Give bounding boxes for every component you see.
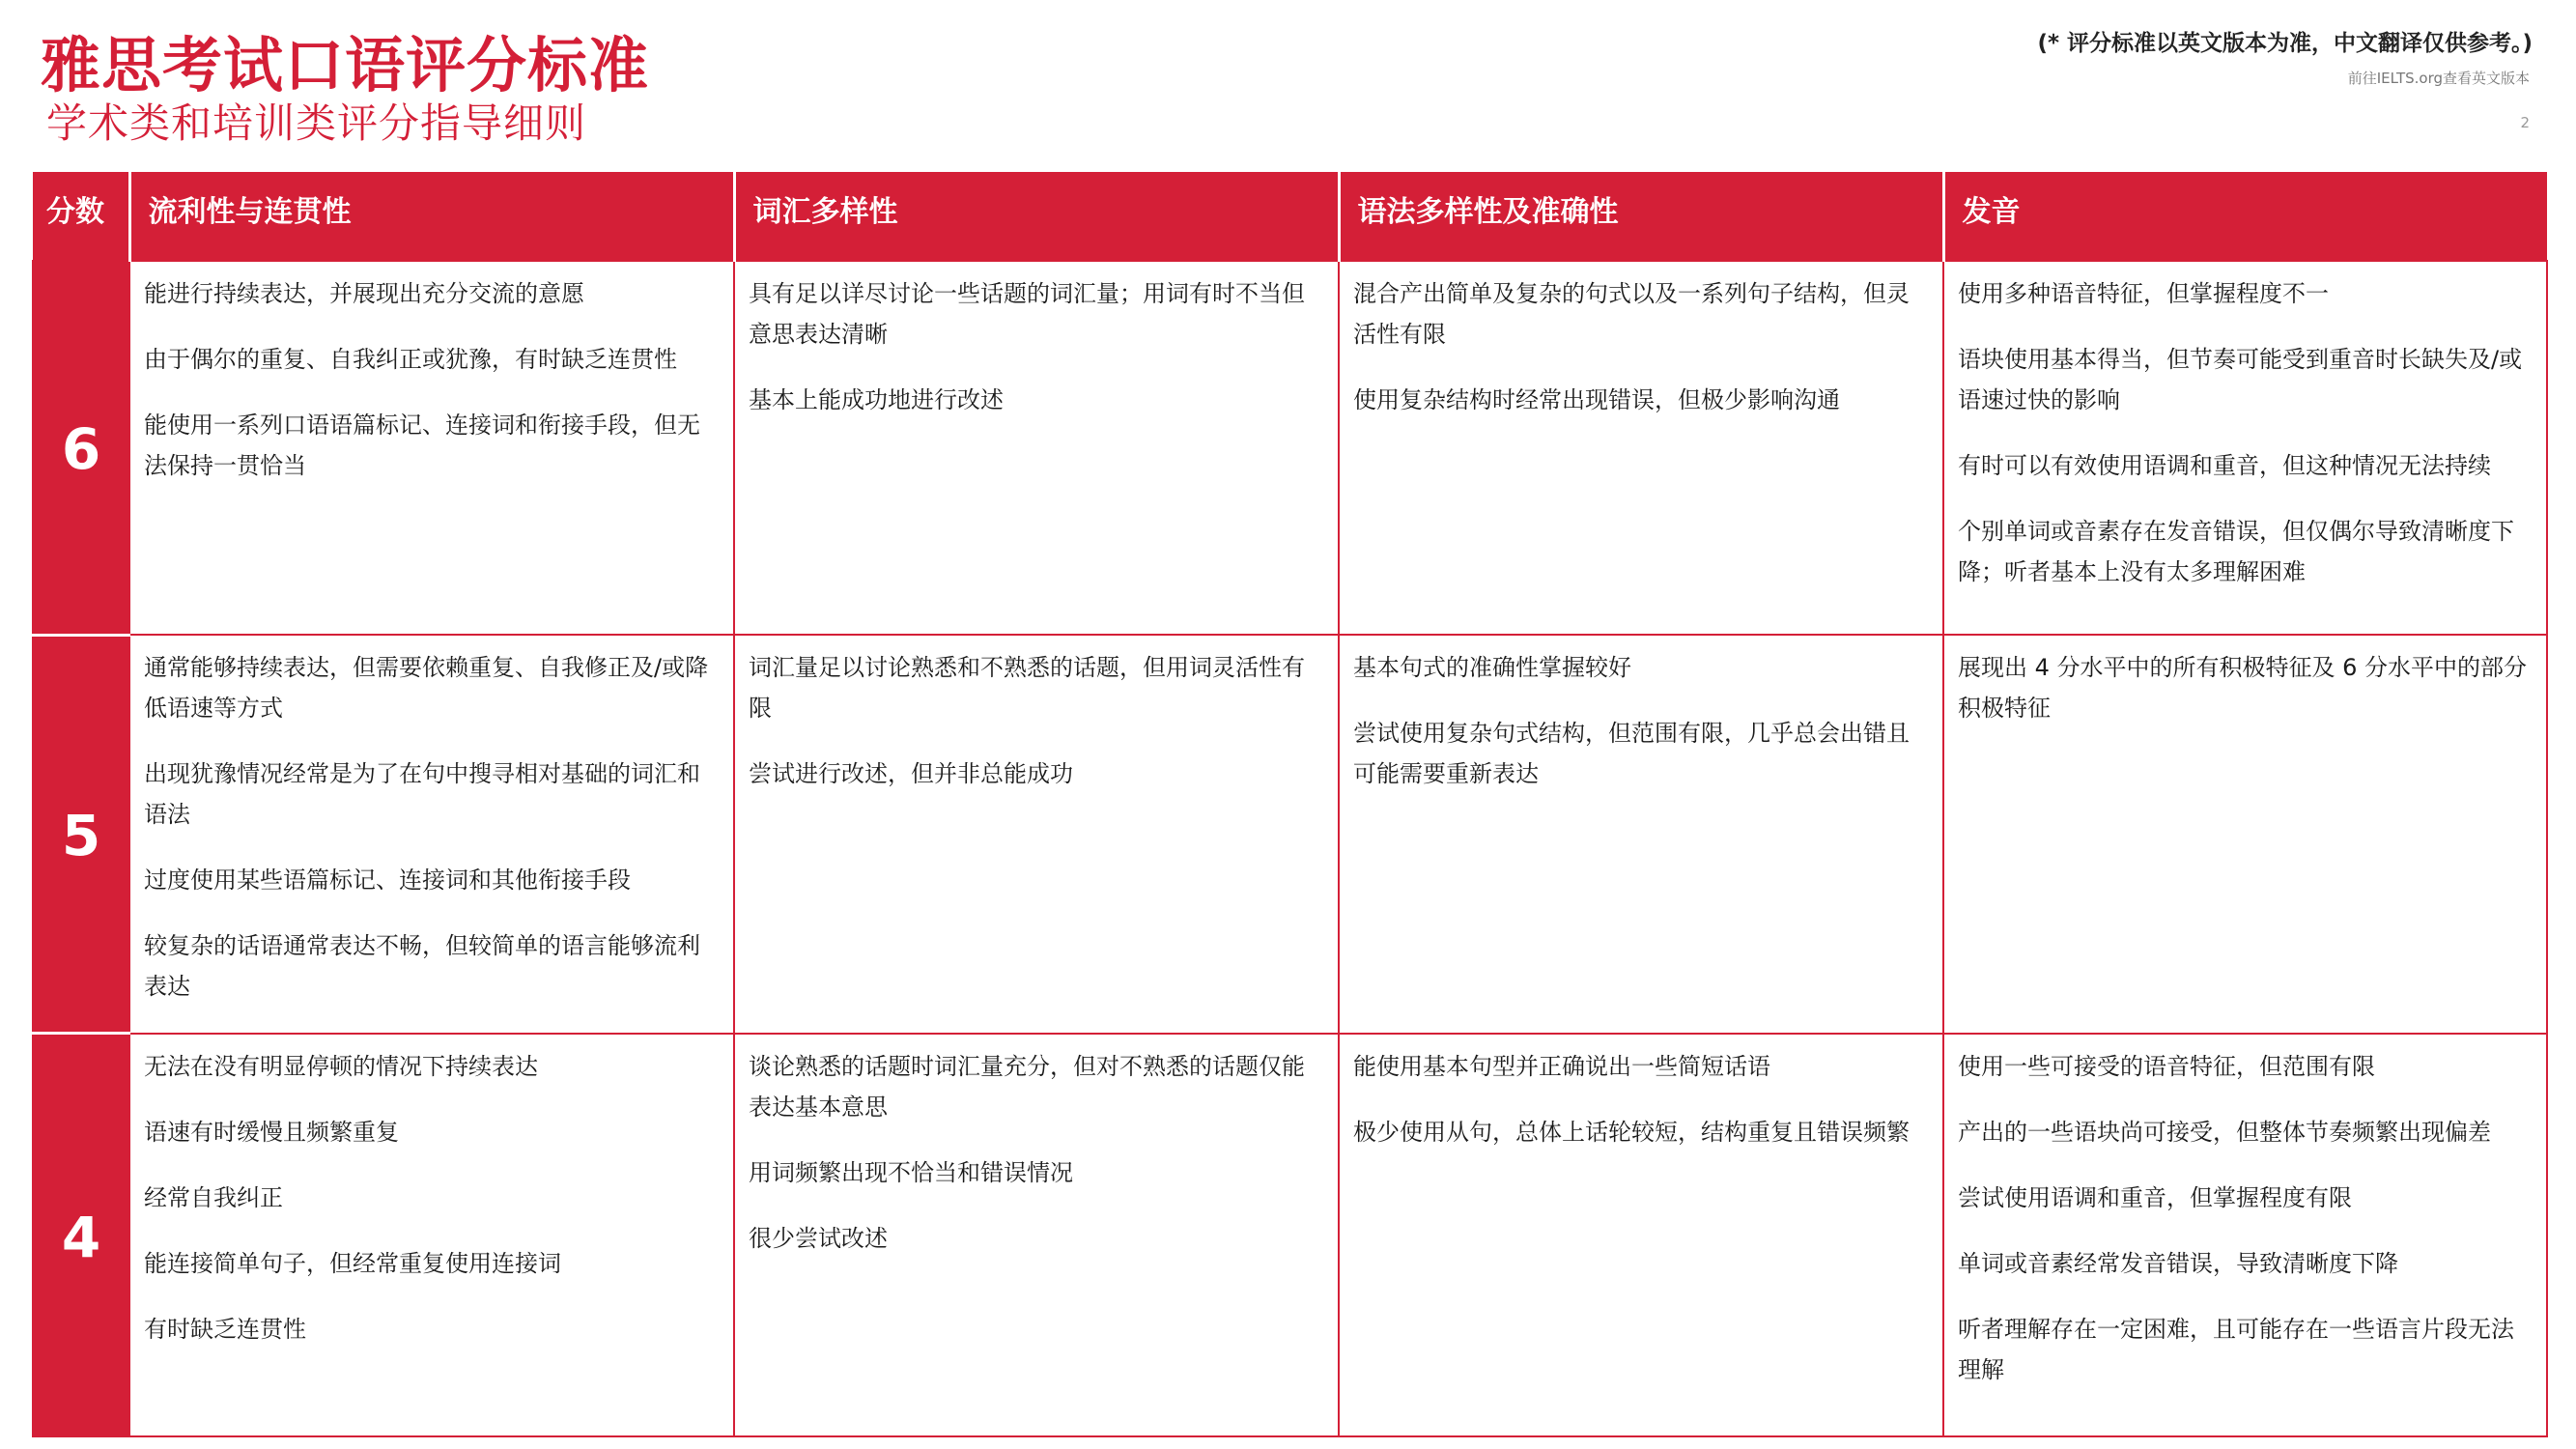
criteria-descriptor: 使用复杂结构时经常出现错误，但极少影响沟通 bbox=[1353, 386, 1840, 413]
criteria-descriptor: 过度使用某些语篇标记、连接词和其他衔接手段 bbox=[144, 867, 631, 895]
page-subtitle: 学术类和培训类评分指导细则 bbox=[46, 99, 587, 147]
criteria-descriptor: 出现犹豫情况经常是为了在句中搜寻相对基础的词汇和语法 bbox=[144, 760, 700, 829]
criteria-descriptor: 使用一些可接受的语音特征，但范围有限 bbox=[1958, 1052, 2375, 1080]
criteria-cell-grammar bbox=[1339, 1034, 1943, 1436]
criteria-descriptor: 语速有时缓慢且频繁重复 bbox=[144, 1118, 399, 1146]
criteria-descriptor: 较复杂的话语通常表达不畅，但较简单的语言能够流利表达 bbox=[144, 932, 700, 1001]
criteria-descriptor: 很少尝试改述 bbox=[749, 1224, 888, 1252]
criteria-descriptor: 能使用一系列口语语篇标记、连接词和衔接手段，但无法保持一贯恰当 bbox=[144, 412, 700, 479]
criteria-cell-lexical bbox=[734, 261, 1339, 635]
criteria-descriptor: 有时缺乏连贯性 bbox=[144, 1315, 306, 1343]
criteria-descriptor: 词汇量足以讨论熟悉和不熟悉的话题，但用词灵活性有限 bbox=[749, 654, 1305, 723]
criteria-descriptor: 产出的一些语块尚可接受，但整体节奏频繁出现偏差 bbox=[1958, 1118, 2491, 1146]
criteria-descriptor: 经常自我纠正 bbox=[144, 1183, 283, 1211]
criteria-cell-pronunciation bbox=[1943, 635, 2547, 1033]
criteria-descriptor: 基本上能成功地进行改述 bbox=[749, 386, 1004, 413]
criteria-descriptor: 用词频繁出现不恰当和错误情况 bbox=[749, 1158, 1073, 1186]
criteria-descriptor: 使用多种语音特征，但掌握程度不一 bbox=[1958, 280, 2329, 307]
criteria-descriptor: 尝试进行改述，但并非总能成功 bbox=[749, 760, 1073, 788]
table-row bbox=[33, 635, 2547, 1033]
column-header-grammar: 语法多样性及准确性 bbox=[1339, 172, 1943, 261]
criteria-descriptor: 尝试使用复杂句式结构，但范围有限，几乎总会出错且可能需要重新表达 bbox=[1353, 720, 1910, 788]
criteria-descriptor: 有时可以有效使用语调和重音，但这种情况无法持续 bbox=[1958, 452, 2491, 479]
criteria-descriptor: 极少使用从句，总体上话轮较短，结构重复且错误频繁 bbox=[1353, 1118, 1910, 1146]
table-row bbox=[33, 261, 2547, 635]
column-header-fluency: 流利性与连贯性 bbox=[129, 172, 734, 261]
page-title: 雅思考试口语评分标准 bbox=[41, 30, 650, 100]
english-version-link[interactable]: 前往IELTS.org查看英文版本 bbox=[2347, 70, 2530, 87]
criteria-descriptor: 由于偶尔的重复、自我纠正或犹豫，有时缺乏连贯性 bbox=[144, 346, 677, 373]
criteria-descriptor: 个别单词或音素存在发音错误，但仅偶尔导致清晰度下降；听者基本上没有太多理解困难 bbox=[1958, 518, 2514, 585]
criteria-cell-fluency bbox=[129, 261, 734, 635]
criteria-descriptor: 具有足以详尽讨论一些话题的词汇量；用词有时不当但意思表达清晰 bbox=[749, 280, 1305, 348]
criteria-cell-lexical bbox=[734, 1034, 1339, 1436]
criteria-cell-grammar bbox=[1339, 261, 1943, 635]
criteria-descriptor: 尝试使用语调和重音，但掌握程度有限 bbox=[1958, 1183, 2352, 1211]
criteria-descriptor: 谈论熟悉的话题时词汇量充分，但对不熟悉的话题仅能表达基本意思 bbox=[749, 1052, 1305, 1121]
criteria-descriptor: 单词或音素经常发音错误，导致清晰度下降 bbox=[1958, 1249, 2398, 1277]
criteria-descriptor: 听者理解存在一定困难，且可能存在一些语言片段无法理解 bbox=[1958, 1315, 2514, 1383]
criteria-descriptor: 能连接简单句子，但经常重复使用连接词 bbox=[144, 1249, 561, 1277]
criteria-descriptor: 混合产出简单及复杂的句式以及一系列句子结构，但灵活性有限 bbox=[1353, 280, 1910, 348]
criteria-descriptor: 展现出 4 分水平中的所有积极特征及 6 分水平中的部分积极特征 bbox=[1958, 654, 2528, 723]
criteria-descriptor: 语块使用基本得当，但节奏可能受到重音时长缺失及/或语速过快的影响 bbox=[1958, 346, 2523, 413]
page-number: 2 bbox=[2520, 114, 2530, 131]
criteria-cell-pronunciation bbox=[1943, 1034, 2547, 1436]
criteria-descriptor: 无法在没有明显停顿的情况下持续表达 bbox=[144, 1052, 538, 1080]
criteria-descriptor: 通常能够持续表达，但需要依赖重复、自我修正及/或降低语速等方式 bbox=[144, 654, 709, 723]
criteria-cell-fluency bbox=[129, 1034, 734, 1436]
criteria-cell-lexical bbox=[734, 635, 1339, 1033]
criteria-descriptor: 能使用基本句型并正确说出一些简短话语 bbox=[1353, 1052, 1770, 1080]
criteria-descriptor: 能进行持续表达，并展现出充分交流的意愿 bbox=[144, 280, 584, 307]
translation-note: (* 评分标准以英文版本为准，中文翻译仅供参考。) bbox=[2037, 31, 2533, 56]
column-header-score: 分数 bbox=[33, 172, 129, 261]
criteria-cell-pronunciation bbox=[1943, 261, 2547, 635]
column-header-pronunciation: 发音 bbox=[1943, 172, 2547, 261]
band-score: 5 bbox=[33, 635, 129, 1033]
column-header-lexical: 词汇多样性 bbox=[734, 172, 1339, 261]
table-row bbox=[33, 1034, 2547, 1436]
criteria-cell-fluency bbox=[129, 635, 734, 1033]
band-score: 6 bbox=[33, 261, 129, 635]
header-row bbox=[33, 172, 2547, 261]
criteria-cell-grammar bbox=[1339, 635, 1943, 1033]
rubric-table bbox=[32, 172, 2548, 1437]
criteria-descriptor: 基本句式的准确性掌握较好 bbox=[1353, 654, 1631, 682]
band-score: 4 bbox=[33, 1034, 129, 1436]
